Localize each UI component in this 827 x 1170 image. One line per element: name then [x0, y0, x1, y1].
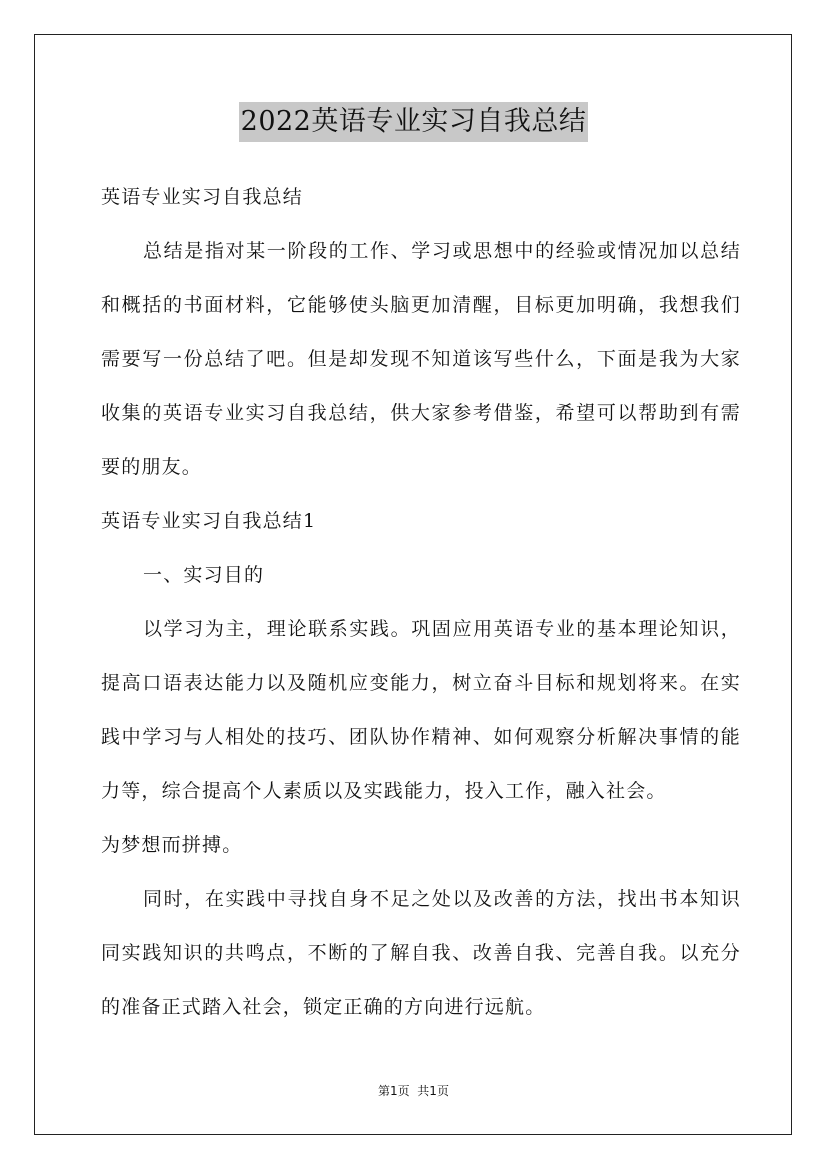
body-paragraph: 同时，在实践中寻找自身不足之处以及改善的方法，找出书本知识同实践知识的共鸣点，不断的了解自我、改善自我、完善自我。以充分的准备正式踏入社会，锁定正确的方向进行远航。	[101, 888, 741, 1018]
page-number: 第1页 共1页	[378, 1084, 449, 1098]
title-container	[0, 102, 827, 142]
document-title: 2022英语专业实习自我总结	[239, 102, 589, 142]
section-heading: 英语专业实习自我总结1	[101, 510, 317, 532]
intro-paragraph: 总结是指对某一阶段的工作、学习或思想中的经验或情况加以总结和概括的书面材料，它能够使头脑更加清醒，目标更加明确，我想我们需要写一份总结了吧。但是却发现不知道该写些什么，下面是我为大家收集的英语专业实习自我总结，供大家参考借鉴，希望可以帮助到有需要的朋友。	[101, 240, 741, 478]
page-footer	[0, 1082, 827, 1099]
body-paragraph-continuation: 为梦想而拼搏。	[101, 834, 243, 856]
document-subtitle: 英语专业实习自我总结	[101, 186, 304, 208]
subsection-heading: 一、实习目的	[143, 564, 265, 586]
document-body	[101, 170, 741, 1034]
body-paragraph: 以学习为主，理论联系实践。巩固应用英语专业的基本理论知识，提高口语表达能力以及随机应变能力，树立奋斗目标和规划将来。在实践中学习与人相处的技巧、团队协作精神、如何观察分析解决事情的能力等，综合提高个人素质以及实践能力，投入工作，融入社会。	[101, 618, 741, 802]
